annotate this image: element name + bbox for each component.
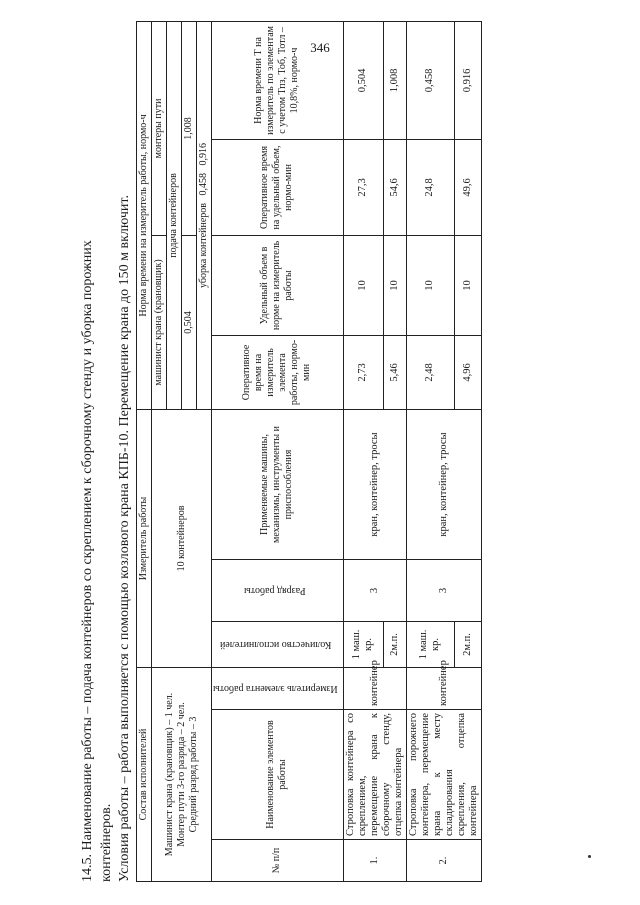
table-row	[343, 21, 384, 881]
sub1-crane-norm: 0,504	[182, 235, 197, 409]
page-number: 346	[310, 40, 330, 55]
row-1-unitvolume-b: 54,6	[384, 139, 407, 235]
row-1-normT-a: 0,504	[343, 21, 384, 139]
col-num: № п/п	[212, 840, 344, 882]
row-2-num: 2.	[406, 840, 481, 882]
work-conditions: Условия работы – работа выполняется с помощью козлового крана КПБ-10. Перемещение крана до 150 м включит.	[117, 195, 132, 882]
row-1-num: 1.	[343, 840, 406, 882]
rotated-document	[78, 22, 638, 882]
row-2-volume-a: 10	[406, 235, 454, 335]
table-row	[406, 21, 454, 881]
staff-line-3: Средний разряд работы – 3	[187, 716, 199, 833]
sub1-track-norm: 1,008	[182, 21, 197, 235]
row-1-unit: контейнер	[343, 668, 406, 710]
row-2-count-b: 2м.п.	[454, 622, 481, 668]
row-2-normT-a: 0,458	[406, 21, 454, 139]
row-1-count-a: 1 маш. кр.	[343, 622, 384, 668]
row-2-unit: контейнер	[406, 668, 481, 710]
row-1-volume-b: 10	[384, 235, 407, 335]
heading-line-1: 14.5. Наименование работы – подача контейнеров со скреплением к сборочному стенду и уборка порожних	[80, 240, 95, 882]
heading-line-2: контейнеров.	[99, 803, 114, 882]
row-1-count-b: 2м.п.	[384, 622, 407, 668]
row-2-grade: 3	[406, 560, 481, 622]
col-unit: Измеритель элемента работы	[213, 683, 338, 695]
sub2-label: уборка контейнеров	[198, 202, 209, 288]
sub2-track-norm: 0,916	[198, 142, 209, 166]
row-2-unitvolume-a: 24,8	[406, 139, 454, 235]
staff-line-1: Машинист крана (крановщик) – 1 чел.	[163, 692, 175, 857]
sub2-row	[197, 21, 212, 409]
row-1-optime-b: 5,46	[384, 335, 407, 409]
row-1-machines: кран, контейнер, тросы	[343, 409, 406, 559]
col-optime: Оперативное время на измеритель элемента работы, нормо-мин	[212, 335, 344, 409]
col-name: Наименование элементов работы	[212, 710, 344, 840]
col-unitvolume: Оперативное время на удельный объем, нормо-мин	[212, 139, 344, 235]
col-volume: Удельный объем в норме на измеритель работы	[212, 235, 344, 335]
row-2-unitvolume-b: 49,6	[454, 139, 481, 235]
ink-dot	[588, 855, 591, 858]
row-1-optime-a: 2,73	[343, 335, 384, 409]
row-1-volume-a: 10	[343, 235, 384, 335]
sub1-label: подача контейнеров	[167, 21, 182, 409]
row-2-name: Строповка порожнего контейнера, перемещение крана к месту складирования скрепления, отцепка контейнера	[406, 710, 481, 840]
col-grade: Разряд работы	[244, 585, 307, 597]
col-machines: Применяемые машины, механизмы, инструменты и приспособления	[212, 409, 344, 559]
row-1-grade: 3	[343, 560, 406, 622]
crane-operator-label: машинист крана (крановщик)	[152, 235, 167, 409]
row-1-unitvolume-a: 27,3	[343, 139, 384, 235]
row-2-machines: кран, контейнер, тросы	[406, 409, 481, 559]
row-1-name: Строповка контейнера со скреплением, перемещение крана к сборочному стенду, отцепка контейнера	[343, 710, 406, 840]
work-heading	[78, 22, 116, 882]
staff-composition	[152, 668, 212, 882]
track-fitters-label: монтеры пути	[152, 21, 167, 235]
col-normT: Норма времени Т на измеритель по элементам с учетом Тпз, Тоб, Тотл – 10,8%, нормо-ч	[212, 21, 344, 139]
sub2-crane-norm: 0,458	[198, 172, 209, 196]
norm-table	[136, 21, 482, 882]
row-2-count-a: 1 маш. кр.	[406, 622, 454, 668]
norm-header: Норма времени на измеритель работы, нормо-ч	[137, 21, 152, 409]
measure-value: 10 контейнеров	[152, 409, 212, 667]
row-2-optime-a: 2,48	[406, 335, 454, 409]
row-1-normT-b: 1,008	[384, 21, 407, 139]
staff-header: Состав исполнителей	[137, 668, 152, 882]
col-count: Количество исполнителей	[219, 639, 331, 651]
staff-line-2: Монтер пути 3-го разряда – 2 чел.	[175, 702, 187, 847]
row-2-volume-b: 10	[454, 235, 481, 335]
row-2-optime-b: 4,96	[454, 335, 481, 409]
measure-header: Измеритель работы	[137, 409, 152, 667]
row-2-normT-b: 0,916	[454, 21, 481, 139]
